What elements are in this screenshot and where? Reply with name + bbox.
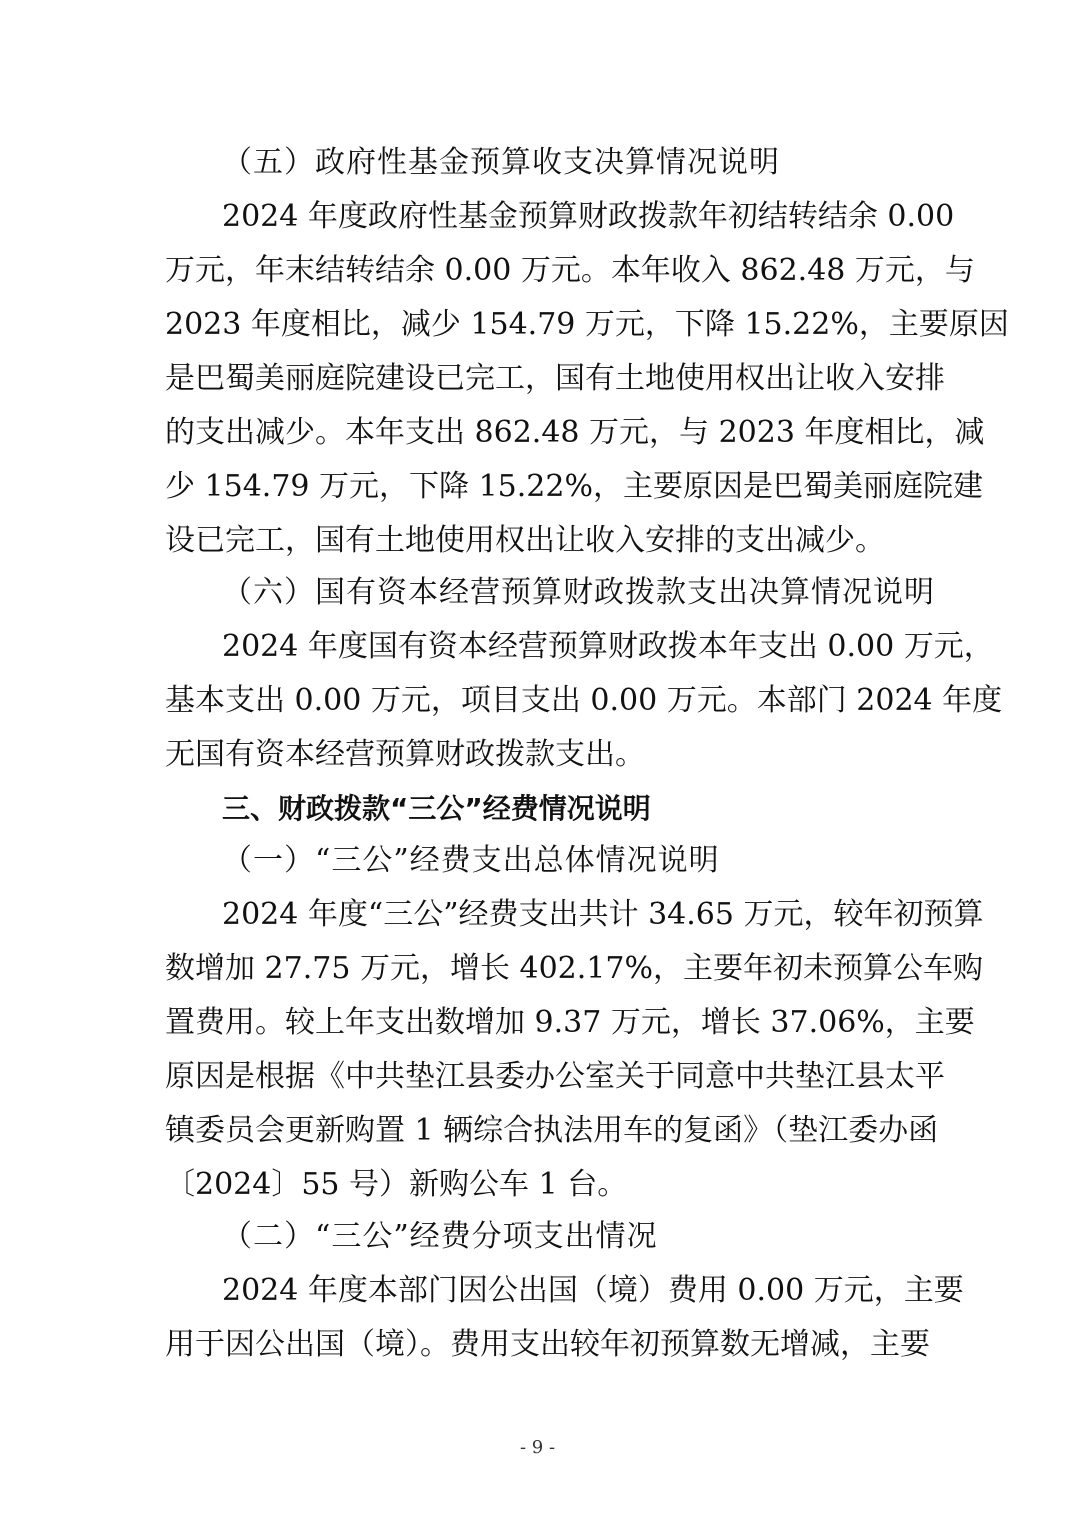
subsection-heading-2: （二）“三公”经费分项支出情况 [222,1219,658,1254]
paragraph-line: 2024 年度国有资本经营预算财政拨本年支出 0.00 万元， [222,629,994,664]
paragraph-line: 2024 年度政府性基金预算财政拨款年初结转结余 0.00 [222,199,955,234]
paragraph-line: 少 154.79 万元，下降 15.22%，主要原因是巴蜀美丽庭院建 [165,469,983,504]
paragraph-line: 数增加 27.75 万元，增长 402.17%，主要年初未预算公车购 [165,951,983,986]
page-number: - 9 - [519,1437,556,1458]
paragraph-line: 是巴蜀美丽庭院建设已完工，国有土地使用权出让收入安排 [165,361,945,396]
section-heading-6: （六）国有资本经营预算财政拨款支出决算情况说明 [222,575,935,610]
paragraph-line: 〔2024〕55 号）新购公车 1 台。 [165,1167,628,1202]
subsection-heading-1: （一）“三公”经费支出总体情况说明 [222,843,720,878]
paragraph-line: 设已完工，国有土地使用权出让收入安排的支出减少。 [165,523,885,558]
paragraph-line: 2024 年度“三公”经费支出共计 34.65 万元，较年初预算 [222,897,984,932]
paragraph-line: 基本支出 0.00 万元，项目支出 0.00 万元。本部门 2024 年度 [165,683,1003,718]
paragraph-line: 镇委员会更新购置 1 辆综合执法用车的复函》（垫江委办函 [165,1113,939,1148]
paragraph-line: 2024 年度本部门因公出国（境）费用 0.00 万元，主要 [222,1273,964,1308]
paragraph-line: 用于因公出国（境）。费用支出较年初预算数无增减，主要 [165,1327,930,1362]
paragraph-line: 置费用。较上年支出数增加 9.37 万元，增长 37.06%，主要 [165,1005,975,1040]
paragraph-line: 的支出减少。本年支出 862.48 万元，与 2023 年度相比，减 [165,415,985,450]
part-heading-3: 三、财政拨款“三公”经费情况说明 [222,792,651,825]
paragraph-line: 原因是根据《中共垫江县委办公室关于同意中共垫江县太平 [165,1059,945,1094]
paragraph-line: 万元，年末结转结余 0.00 万元。本年收入 862.48 万元，与 [165,253,975,288]
paragraph-line: 无国有资本经营预算财政拨款支出。 [165,737,645,772]
section-heading-5: （五）政府性基金预算收支决算情况说明 [222,145,780,180]
paragraph-line: 2023 年度相比，减少 154.79 万元，下降 15.22%，主要原因 [165,307,1009,342]
